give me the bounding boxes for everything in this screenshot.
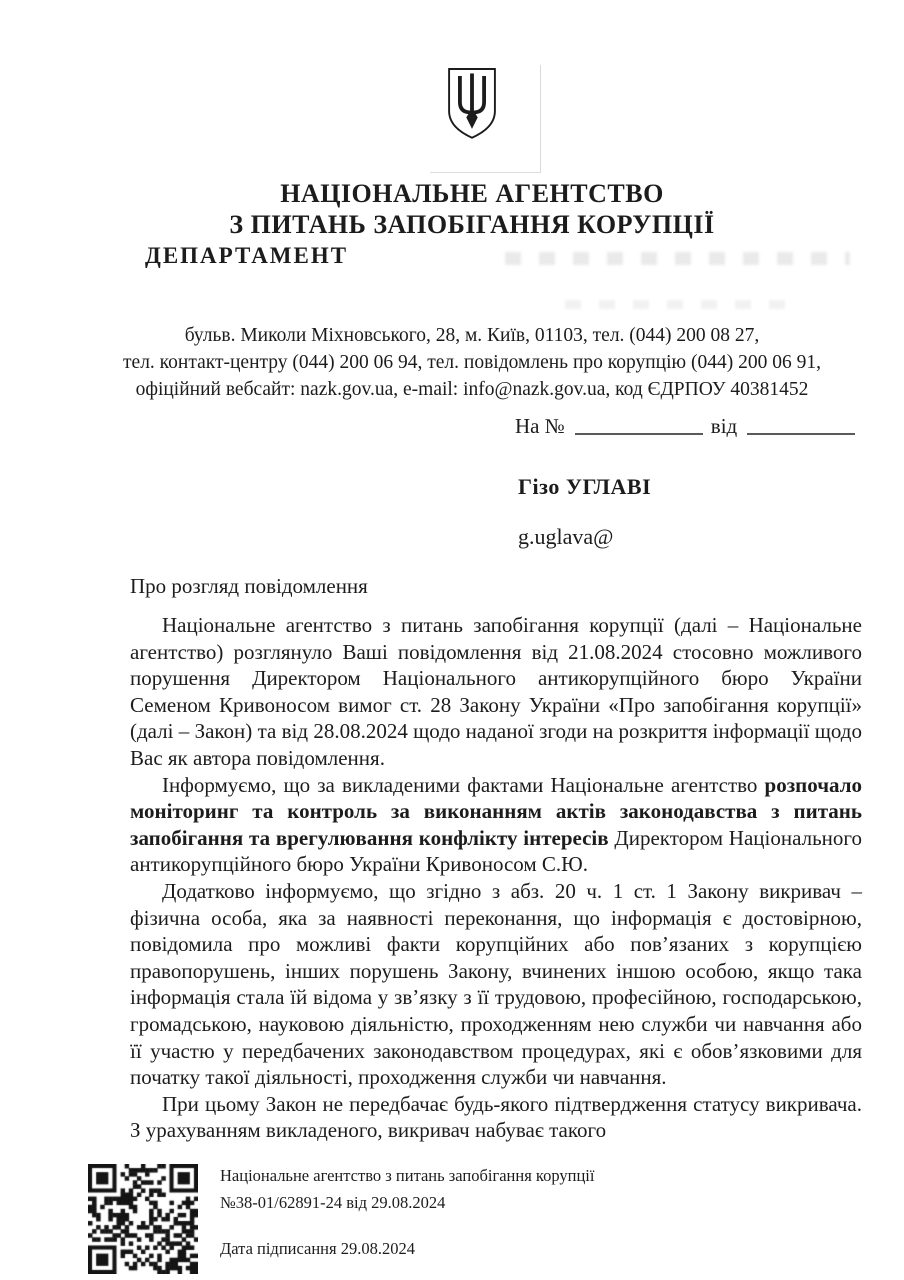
reference-na-label: На №	[515, 414, 565, 438]
paragraph-2	[130, 772, 862, 878]
department-title: ДЕПАРТАМЕНТ	[145, 243, 349, 268]
contact-block	[40, 322, 904, 403]
letter-body	[130, 612, 862, 1144]
org-name-line1: НАЦІОНАЛЬНЕ АГЕНТСТВО	[280, 179, 664, 208]
redacted-text-ghost	[565, 300, 790, 309]
contact-line: тел. контакт-центру (044) 200 06 94, тел. повідомлень про корупцію (044) 200 06 91,	[123, 352, 821, 373]
paragraph-1: Національне агентство з питань запобігання корупції (далі – Національне агентство) розглянуло Ваші повідомлення від 21.08.2024 стосовно можливого порушення Директором Національного антикорупційного бюро України Семеном Кривоносом вимог ст. 28 Закону України «Про запобігання корупції» (далі – Закон) та від 28.08.2024 щодо наданої згоди на розкриття інформації щодо Вас як автора повідомлення.	[130, 613, 862, 770]
recipient-name: Гізо УГЛАВІ	[518, 474, 652, 499]
scan-artifact-line-horizontal	[430, 172, 541, 173]
subject-line: Про розгляд повідомлення	[130, 574, 368, 598]
contact-line: бульв. Миколи Міхновського, 28, м. Київ, 01103, тел. (044) 200 08 27,	[184, 325, 760, 346]
stamp-org-line: Національне агентство з питань запобігання корупції	[220, 1166, 595, 1185]
scan-artifact-line-vertical	[540, 65, 541, 173]
reference-date-blank	[747, 415, 855, 435]
stamp-doc-number: №38-01/62891-24 від 29.08.2024	[220, 1193, 446, 1212]
reference-vid-label: від	[710, 414, 738, 438]
paragraph-2-suffix: Директором Національного антикорупційного бюро України Кривоносом С.Ю.	[130, 825, 862, 877]
recipient-block	[518, 474, 651, 550]
paragraph-4: При цьому Закон не передбачає будь-якого підтвердження статусу викривача. З урахуванням викладеного, викривач набуває такого	[130, 1091, 862, 1143]
registration-stamp	[220, 1162, 594, 1262]
org-name-line2: З ПИТАНЬ ЗАПОБІГАННЯ КОРУПЦІЇ	[229, 210, 715, 239]
qr-code	[88, 1164, 198, 1274]
paragraph-2-bold: розпочало моніторинг та контроль за виконанням актів законодавства з питань запобігання та врегулювання конфлікту інтересів	[130, 772, 862, 850]
reference-line	[515, 414, 855, 439]
letterhead	[40, 0, 904, 240]
recipient-email: g.uglava@	[518, 524, 614, 549]
ukraine-trident-emblem-icon	[444, 66, 500, 142]
stamp-date-signed: Дата підписання 29.08.2024	[220, 1239, 415, 1258]
contact-line: офіційний вебсайт: nazk.gov.ua, e-mail: info@nazk.gov.ua, код ЄДРПОУ 40381452	[135, 379, 809, 400]
emblem-wrap	[40, 66, 904, 178]
paragraph-2-prefix: Інформуємо, що за викладеними фактами Національне агентство	[162, 772, 765, 797]
reference-number-blank	[575, 415, 703, 435]
paragraph-3: Додатково інформуємо, що згідно з абз. 20 ч. 1 ст. 1 Закону викривач – фізична особа, яка за наявності переконання, що інформація є достовірною, повідомила про можливі факти корупційних або пов’язаних з корупцією правопорушень, інших порушень Закону, вчинених іншою особою, якщо така інформація стала їй відома у зв’язку з її трудовою, професійною, господарською, громадською, науковою діяльністю, проходженням нею служби чи навчання або її участю у передбачених законодавством процедурах, які є обов’язковими для початку такої діяльності, проходження служби чи навчання.	[130, 878, 862, 1090]
redacted-text-ghost	[505, 252, 850, 265]
